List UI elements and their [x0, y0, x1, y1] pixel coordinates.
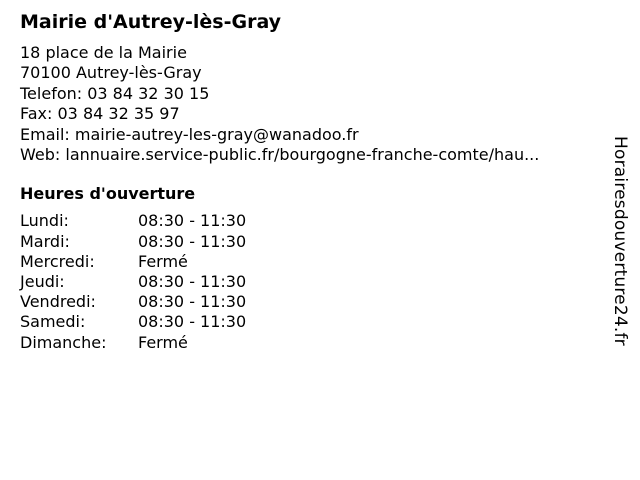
- hours-heading: Heures d'ouverture: [20, 184, 196, 204]
- address-city: 70100 Autrey-lès-Gray: [20, 63, 202, 83]
- time-value: 08:30 - 11:30: [138, 292, 247, 312]
- web-label: Web:: [20, 145, 61, 165]
- email-label: Email:: [20, 124, 70, 144]
- hours-row-friday: [20, 292, 246, 312]
- time-value: 08:30 - 11:30: [138, 211, 247, 231]
- fax-line: [20, 104, 600, 124]
- time-value: Fermé: [138, 332, 188, 352]
- hours-row-wednesday: [20, 252, 246, 272]
- hours-table: [20, 211, 246, 352]
- hours-row-tuesday: [20, 232, 246, 252]
- day-label: Mardi:: [20, 231, 70, 251]
- web-link[interactable]: lannuaire.service-public.fr/bourgogne-franche-comte/hau...: [65, 145, 540, 165]
- hours-row-sunday: [20, 333, 246, 353]
- hours-row-thursday: [20, 272, 246, 292]
- phone-line: [20, 84, 600, 104]
- day-label: Samedi:: [20, 312, 86, 332]
- time-value: 08:30 - 11:30: [138, 312, 247, 332]
- time-value: Fermé: [138, 251, 188, 271]
- fax-value: 03 84 32 35 97: [57, 104, 180, 124]
- hours-row-monday: [20, 211, 246, 231]
- hours-row-saturday: [20, 312, 246, 332]
- day-label: Lundi:: [20, 211, 69, 231]
- address-street: 18 place de la Mairie: [20, 43, 187, 62]
- day-label: Vendredi:: [20, 292, 96, 312]
- info-card: [20, 9, 600, 353]
- phone-value[interactable]: 03 84 32 30 15: [87, 83, 210, 103]
- time-value: 08:30 - 11:30: [138, 231, 247, 251]
- day-label: Jeudi:: [20, 272, 65, 292]
- web-line: [20, 145, 600, 165]
- time-value: 08:30 - 11:30: [138, 272, 247, 292]
- page-title: Mairie d'Autrey-lès-Gray: [20, 11, 282, 33]
- phone-label: Telefon:: [20, 83, 83, 103]
- email-line: [20, 125, 600, 145]
- day-label: Dimanche:: [20, 332, 107, 352]
- email-link[interactable]: mairie-autrey-les-gray@wanadoo.fr: [74, 124, 359, 144]
- brand-watermark[interactable]: Horairesdouverture24.fr: [610, 136, 630, 346]
- day-label: Mercredi:: [20, 251, 95, 271]
- fax-label: Fax:: [20, 104, 53, 124]
